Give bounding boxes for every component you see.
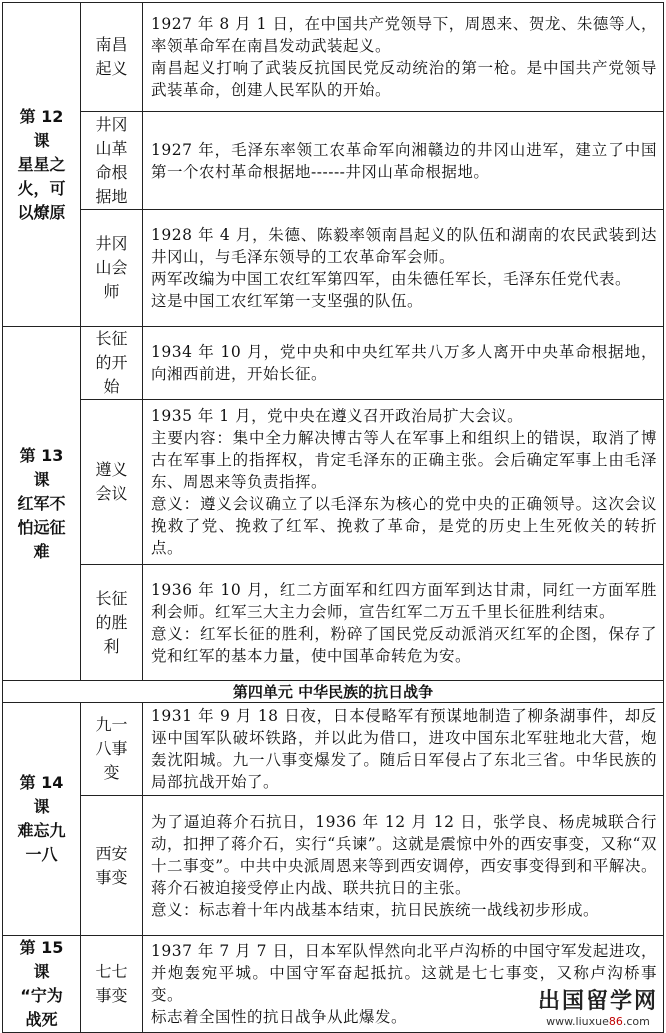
event-content	[143, 796, 664, 936]
lesson-title-line: “宁为	[20, 986, 63, 1005]
event-sept-18-incident	[81, 703, 143, 796]
content-paragraph: 意义：红军长征的胜利，粉碎了国民党反动派消灭红军的企图，保存了党和红军的基本力量，使中国革命转危为安。	[151, 624, 657, 665]
event-name-line: 长征	[95, 588, 128, 608]
event-content	[143, 112, 664, 210]
event-long-march-start	[81, 327, 143, 400]
watermark-url-part: www.liuxue	[546, 1015, 609, 1028]
event-content	[143, 703, 664, 796]
watermark-url-part: .com	[622, 1015, 650, 1028]
event-name-line: 据地	[95, 186, 128, 206]
watermark-url-number: 86	[608, 1015, 623, 1028]
lesson-title-line: 课	[33, 962, 50, 981]
lesson-15-title	[3, 936, 81, 1033]
content-paragraph: 1931 年 9 月 18 日夜，日本侵略军有预谋地制造了柳条湖事件，却反诬中国军队破坏铁路，并以此为借口，进攻中国东北军驻地北大营，炮轰沈阳城。九一八事变爆发了。随后日军侵占了东北三省。中华民族的局部抗战开始了。	[151, 707, 657, 791]
lesson-title-line: 怕远征	[17, 517, 66, 537]
table-row	[3, 400, 664, 565]
content-paragraph: 1935 年 1 月，党中央在遵义召开政治局扩大会议。	[151, 407, 524, 425]
content-paragraph: 两军改编为中国工农红军第四军，由朱德任军长，毛泽东任党代表。	[151, 270, 632, 288]
lesson-title-line: 火，可	[17, 178, 66, 198]
lesson-title-line: 课	[33, 797, 50, 816]
lesson-title-line: 第 13	[19, 445, 64, 465]
lesson-title-line: 第 15	[19, 938, 64, 957]
content-paragraph: 1928 年 4 月，朱德、陈毅率领南昌起义的队伍和湖南的农民武装到达井冈山，与毛泽东领导的工农革命军会师。	[151, 226, 657, 266]
event-name-line: 山会	[95, 258, 128, 277]
lesson-13-title	[3, 327, 81, 681]
event-xian-incident	[81, 796, 143, 936]
event-july-7-incident	[81, 936, 143, 1033]
lesson-title-line: 难	[33, 541, 50, 561]
event-name-line: 会议	[95, 484, 128, 503]
content-paragraph: 1927 年，毛泽东率领工农革命军向湘赣边的井冈山进军，建立了中国第一个农村革命根据地------井冈山革命根据地。	[151, 140, 657, 181]
watermark-title: 出国留学网	[537, 989, 658, 1014]
event-nanchang-uprising	[81, 3, 143, 112]
event-name-line: 师	[103, 282, 120, 301]
event-name-line: 起义	[95, 59, 128, 78]
lesson-title-line: 第 12	[19, 106, 64, 126]
content-paragraph: 为了逼迫蒋介石抗日，1936 年 12 月 12 日，张学良、杨虎城联合行动，扣押了蒋介石，实行“兵谏”。这就是震惊中外的西安事变，又称“双十二事变”。中共中央派周恩来等到西安调停，西安事变得到和平解决。蒋介石被迫接受停止内战、联共抗日的主张。	[151, 812, 657, 897]
event-name-line: 始	[103, 377, 120, 396]
event-name-line: 变	[103, 763, 120, 782]
watermark-url	[538, 1015, 658, 1028]
content-paragraph: 1937 年 7 月 7 日，日本军队悍然向北平卢沟桥的中国守军发起进攻，并炮轰宛平城。中国守军奋起抵抗。这就是七七事变，又称卢沟桥事变。	[151, 942, 657, 1004]
event-zunyi-conference	[81, 400, 143, 565]
lesson-title-line: 一八	[25, 845, 58, 864]
event-name-line: 利	[103, 636, 120, 656]
event-name-line: 的胜	[95, 612, 128, 632]
event-name-line: 七七	[95, 962, 128, 981]
content-paragraph: 意义：遵义会议确立了以毛泽东为核心的党中央的正确领导。这次会议挽救了党、挽救了红军、挽救了革命，是党的历史上生死攸关的转折点。	[151, 495, 657, 557]
table-row	[3, 703, 664, 796]
lesson-12-title	[3, 3, 81, 327]
table-row	[3, 565, 664, 681]
event-content	[143, 3, 664, 112]
event-name-line: 井冈	[95, 234, 128, 253]
table-row	[3, 327, 664, 400]
event-name-line: 遵义	[95, 460, 128, 479]
history-table	[2, 2, 664, 1033]
table-row	[3, 796, 664, 936]
content-paragraph: 这是中国工农红军第一支坚强的队伍。	[151, 292, 424, 310]
event-content	[143, 210, 664, 327]
event-jinggangshan-meeting	[81, 210, 143, 327]
event-jinggangshan-base	[81, 112, 143, 210]
lesson-title-line: 星星之	[17, 154, 66, 174]
event-name-line: 事变	[95, 986, 128, 1005]
event-name-line: 西安	[95, 843, 128, 863]
table-row	[3, 3, 664, 112]
unit-heading: 第四单元 中华民族的抗日战争	[3, 681, 664, 703]
event-name-line: 命根	[95, 162, 128, 182]
lesson-title-line: 红军不	[17, 493, 66, 513]
lesson-title-line: 难忘九	[17, 821, 66, 840]
event-name-line: 长征	[95, 329, 128, 348]
content-paragraph: 标志着全国性的抗日战争从此爆发。	[151, 1008, 408, 1026]
event-name-line: 井冈	[95, 114, 128, 134]
lesson-title-line: 战死	[25, 1010, 58, 1029]
table-row	[3, 210, 664, 327]
content-paragraph: 1934 年 10 月，党中央和中央红军共八万多人离开中央革命根据地，向湘西前进，开始长征。	[151, 343, 657, 383]
table-row	[3, 112, 664, 210]
lesson-title-line: 课	[33, 469, 50, 489]
content-paragraph: 主要内容：集中全力解决博古等人在军事上和组织上的错误，取消了博古在军事上的指挥权，肯定毛泽东的正确主张。会后确定军事上由毛泽东、周恩来等负责指挥。	[151, 429, 657, 491]
content-paragraph: 南昌起义打响了武装反抗国民党反动统治的第一枪。是中国共产党领导武装革命，创建人民军队的开始。	[151, 59, 657, 99]
lesson-title-line: 课	[33, 130, 50, 150]
lesson-title-line: 以燎原	[17, 202, 66, 222]
event-name-line: 八事	[95, 739, 128, 758]
watermark-logo	[538, 984, 658, 1028]
event-name-line: 山革	[95, 138, 128, 158]
lesson-title-line: 第 14	[19, 773, 64, 792]
content-paragraph: 意义：标志着十年内战基本结束，抗日民族统一战线初步形成。	[151, 900, 600, 919]
content-paragraph: 1936 年 10 月，红二方面军和红四方面军到达甘肃，同红一方面军胜利会师。红军三大主力会师，宣告红军二万五千里长征胜利结束。	[151, 580, 657, 621]
event-name-line: 九一	[95, 715, 128, 734]
event-name-line: 的开	[95, 353, 128, 372]
table-row	[3, 681, 664, 703]
event-content	[143, 327, 664, 400]
lesson-14-title	[3, 703, 81, 936]
event-name-line: 事变	[95, 867, 128, 887]
event-long-march-victory	[81, 565, 143, 681]
event-name-line: 南昌	[95, 35, 128, 54]
event-content	[143, 565, 664, 681]
event-content	[143, 400, 664, 565]
content-paragraph: 1927 年 8 月 1 日，在中国共产党领导下，周恩来、贺龙、朱德等人，率领革命军在南昌发动武装起义。	[151, 15, 657, 55]
